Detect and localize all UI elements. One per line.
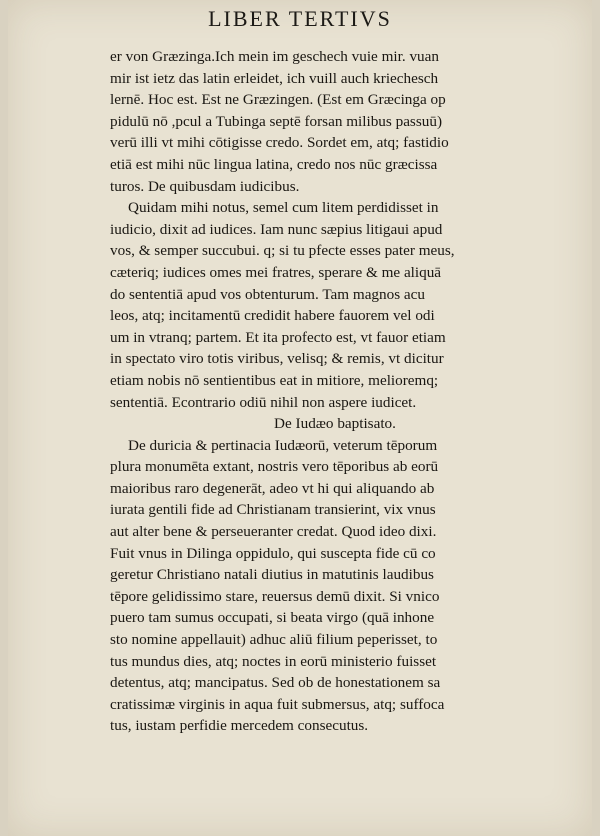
text-line: turos. De quibusdam iudicibus. bbox=[110, 177, 300, 195]
text-line: verū illi vt mihi cōtigisse credo. Sordet em, atq; fastidio bbox=[110, 134, 449, 152]
text-line: vos, & semper succubui. q; si tu pfecte esses pater meus, bbox=[110, 242, 455, 260]
text-line: maioribus raro degenerāt, adeo vt hi qui aliquando ab bbox=[110, 479, 435, 497]
text-line: leos, atq; incitamentū credidit habere fauorem vel odi bbox=[110, 307, 435, 325]
text-line: lernē. Hoc est. Est ne Græzingen. (Est em Græcinga op bbox=[110, 91, 446, 109]
section-heading: De Iudæo baptisato. bbox=[274, 415, 396, 433]
text-line: detentus, atq; mancipatus. Sed ob de honestationem sa bbox=[110, 674, 441, 692]
text-line: in spectato viro totis viribus, velisq; & remis, vt dicitur bbox=[110, 350, 444, 368]
text-line: er von Græzinga.Ich mein im geschech vuie mir. vuan bbox=[110, 48, 439, 65]
text-line: Fuit vnus in Dilinga oppidulo, qui suscepta fide cū co bbox=[110, 544, 436, 562]
text-line: sto nomine appellauit) adhuc aliū filium peperisset, to bbox=[110, 631, 438, 649]
text-line: cratissimæ virginis in aqua fuit submersus, atq; suffoca bbox=[110, 695, 445, 713]
text-line: iurata gentili fide ad Christianam transierint, vix vnus bbox=[110, 501, 436, 519]
text-line: geretur Christiano natali diutius in matutinis laudibus bbox=[110, 566, 434, 584]
page-text-block bbox=[110, 46, 560, 737]
text-line: pidulū nō ,pcul a Tubinga septē forsan milibus passuū) bbox=[110, 112, 442, 130]
text-line: tēpore gelidissimo stare, reuersus demū dixit. Si vnico bbox=[110, 587, 440, 605]
text-line: iudicio, dixit ad iudices. Iam nunc sæpius litigaui apud bbox=[110, 220, 443, 238]
text-line: puero tam sumus occupati, si beata virgo (quā inhone bbox=[110, 609, 435, 627]
text-line: etiam nobis nō sentientibus eat in mitiore, melioremq; bbox=[110, 371, 439, 389]
text-line: De duricia & pertinacia Iudæorū, veterum tēporum bbox=[128, 436, 438, 454]
text-line: cæteriq; iudices omes mei fratres, sperare & me aliquā bbox=[110, 263, 442, 281]
text-line: etiā est mihi nūc lingua latina, credo nos nūc græcissa bbox=[110, 155, 438, 173]
text-line: sententiā. Econtrario odiū nihil non aspere iudicet. bbox=[110, 393, 417, 411]
text-line: do sententiā apud vos obtenturum. Tam magnos acu bbox=[110, 285, 425, 303]
text-line: mir ist ietz das latin erleidet, ich vuill auch kriechesch bbox=[110, 69, 439, 87]
text-line: plura monumēta extant, nostris vero tēporibus ab eorū bbox=[110, 458, 439, 476]
text-line: Quidam mihi notus, semel cum litem perdidisset in bbox=[128, 199, 439, 217]
text-line: tus, iustam perfidie mercedem consecutus. bbox=[110, 717, 369, 735]
text-line: um in vtranq; partem. Et ita profecto est, vt fauor etiam bbox=[110, 328, 446, 346]
text-line: aut alter bene & perseueranter credat. Quod ideo dixi. bbox=[110, 523, 437, 541]
running-header: LIBER TERTIVS bbox=[208, 6, 392, 31]
text-line: tus mundus dies, atq; noctes in eorū ministerio fuisset bbox=[110, 652, 437, 670]
